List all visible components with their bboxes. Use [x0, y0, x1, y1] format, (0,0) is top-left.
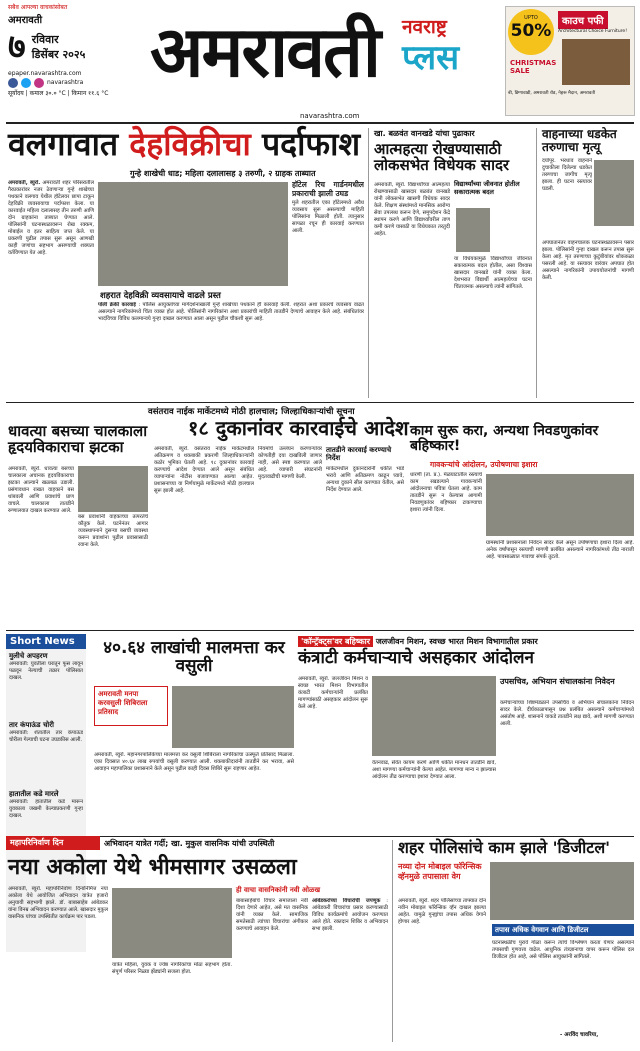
- lead-column-2: पोली क्रेकी कारवाई : पोलिस आयुक्तांच्या मार्गदर्शनाखाली गुन्हे शाखेच्या पथकाने ही कारवाई केली. शहरात अशा प्रकारचे व्यवसाय वाढत असल्याने नागरिकांमध्ये चिंता व्यक्त होत आहे. पोलिसांनी नागरिकांना अशा प्रकारांची माहिती तातडीने देण्याचे आवाहन केले आहे. संबंधितांवर भादंविच्या विविध कलमान्वये गुन्हा दाखल करण्यात आला असून पुढील चौकशी सुरू आहे.: [98, 302, 364, 322]
- brand-navarashtra: नवराष्ट्र: [402, 16, 447, 38]
- weather-line: सूर्योदय | कमाल ३०.० °C | किमान ११.६ °C: [8, 90, 109, 97]
- story9-headline: शहर पोलिसांचे काम झाले 'डिजीटल': [398, 838, 611, 857]
- story2-kicker: खा. बळवंत वानखडे यांचा पुढाकार: [374, 129, 475, 138]
- lead-photo: [98, 182, 288, 286]
- mahaparinirvan-column-1: अमरावती, ब्युरो. महापरिनिर्वाण दिनानिमित्त नया अकोला येथे आयोजित अभिवादन यात्रेत हजारो अनुयायी सहभागी झाले. डॉ. बाबासाहेब आंबेडकर यांना विनम्र अभिवादन करण्यात आले. खासदार मुकुल वासनिक यांच्या उपस्थितीत कार्यक्रम पार पडला.: [8, 886, 108, 920]
- story4-headline: १८ दुकानांवर कारवाईचे आदेश: [188, 416, 409, 440]
- short-news-body-1: अमरावती: युवतीला घरातून फूस लावून पळवून नेल्याची तक्रार पोलिसात दाखल.: [9, 661, 83, 681]
- story4-kicker: वसंतराव नाईक मार्केटमध्ये मोठी हालचाल; जिल्हाधिकाऱ्यांची सूचना: [148, 407, 355, 417]
- story5-column-1: अमरावती, ब्युरो. धावत्या बसच्या चालकाला अचानक हृदयविकाराचा झटका आल्याने खळबळ उडाली. प्रसंगावधान राखत वाहकाने बस थांबवली आणि प्रवाशांचे प्राण वाचले. चालकाला तातडीने रुग्णालयात दाखल करण्यात आले.: [8, 466, 74, 514]
- quote-author: - अरविंद चावरिया,: [560, 1032, 599, 1038]
- furniture-ad[interactable]: [505, 6, 635, 116]
- story4-column-1: अमरावती, ब्युरो. वसंतराव नाईक मार्केटमधील अतिक्रमण व थकबाकी प्रकरणी जिल्हाधिकाऱ्यांनी कठोर भूमिका घेतली आहे. १८ दुकानांवर कारवाई करण्याचे आदेश देण्यात आले असून संबंधित व्यापाऱ्यांना नोटीस बजावण्यात आल्या आहेत. प्रशासनाच्या या निर्णयामुळे मार्केटमध्ये मोठी हालचाल सुरू झाली आहे.: [154, 446, 254, 494]
- story8-column-2: वेतनवाढ, सेवेत कायम करणे आणि थकीत मानधन तातडीने द्यावे, अशा मागण्या कर्मचाऱ्यांनी केल्या आहेत. मागण्या मान्य न झाल्यास आंदोलन तीव्र करण्याचा इशारा देण्यात आला.: [372, 760, 496, 780]
- weekday: रविवार: [31, 33, 59, 46]
- lead-column-1: अमरावती, ब्युरो. अमरावती शहर परिसरातील गैरप्रकारांवर नजर ठेवणाऱ्या गुन्हे शाखेच्या पथकाने वलगाव येथील हॉटेलवर छापा टाकून देहविक्री व्यवसायाचा पर्दाफाश केला. या कारवाईत महिला दलालासह तीन तरुणी आणि दोन ग्राहकांना ताब्यात घेण्यात आले. पोलिसांनी घटनास्थळावरून रोख रक्कम, मोबाईल व इतर साहित्य जप्त केले. या प्रकरणी पुढील तपास सुरू असून आणखी काही जणांचा सहभाग असण्याची शक्यता वर्तविण्यात येत आहे.: [8, 180, 94, 256]
- story7-column: अमरावती, ब्युरो. महानगरपालिकेच्या मालमत्ता कर वसुली शिबिराला नागरिकांचा उत्स्फूर्त प्रतिसाद मिळाला. एका दिवसात ४०.६४ लाख रुपयांची वसुली करण्यात आली. थकबाकीदारांनी तातडीने कर भरावा, असे आवाहन महापालिका प्रशासनाने केले असून पुढील काही दिवस शिबिरे सुरू राहणार आहेत.: [94, 752, 294, 772]
- story7-headline: ४०.६४ लाखांची मालमत्ता कर वसुली: [103, 638, 285, 676]
- mahaparinirvan-column-4: आंबेडकरांच्या विचारांची जपणूक : आंबेडकरी विचारांचा प्रसार करण्यासाठी विविध कार्यक्रमांचे आयोजन करण्यात आले होते. रक्तदान शिबिर व अभिवादन सभा झाली.: [312, 898, 388, 932]
- day-number: ७: [8, 27, 26, 67]
- instagram-icon: [34, 78, 44, 88]
- story8-side-title: उपसचिव, अभियान संचालकांना निवेदन: [500, 677, 615, 686]
- story2-headline: आत्महत्या रोखण्यासाठी लोकसभेत विधेयक सादर: [374, 140, 510, 174]
- tax-camp-photo: [172, 686, 294, 748]
- mahaparinirvan-headline: नया अकोला येथे भीमसागर उसळला: [8, 855, 297, 880]
- story6-column-1: धारणी (ता. प्र.). मेळघाटातील रस्त्याचे काम रखडल्याने गावकऱ्यांनी आंदोलनाचा पवित्रा घेतला आहे. काम तातडीने सुरू न केल्यास आगामी निवडणुकांवर बहिष्कार टाकण्याचा इशारा त्यांनी दिला.: [410, 472, 482, 513]
- mahaparinirvan-column-3: बाबासाहेबांचे विचार समाजाला नवी दिशा देणारे आहेत, असे मत वासनिक यांनी व्यक्त केले. सामाजिक समतेसाठी त्यांच्या विचारांचा अंगीकार करण्याचे आवाहन केले.: [236, 898, 308, 932]
- bus-photo: [78, 466, 148, 512]
- social-handle: navarashtra: [47, 79, 84, 86]
- mp-portrait: [456, 208, 490, 252]
- lead-headline: वलगावात देहविक्रीचा पर्दाफाश: [8, 125, 361, 163]
- mahaparinirvan-column-2: यात्रेत महिला, युवक व ज्येष्ठ नागरिकांचा मोठा सहभाग होता. संपूर्ण परिसर निळ्या झेंड्यांनी सजला होता.: [112, 962, 232, 975]
- accident-photo: [594, 160, 634, 226]
- sale-label: CHRISTMAS SALE: [510, 59, 557, 75]
- discount-badge: UPTO 50%: [508, 9, 554, 55]
- story6-column-2: ग्रामस्थांनी प्रशासनाला निवेदन सादर केले असून उपोषणाचा इशारा दिला आहे. अनेक वर्षांपासून रस्त्याची मागणी प्रलंबित असल्याने नागरिकांमध्ये तीव्र नाराजी आहे. पावसाळ्यात गावाचा संपर्क तुटतो.: [486, 540, 634, 560]
- mahaparinirvan-kicker: अभिवादन यात्रेत गर्दी; खा. मुकुल वासनिक यांची उपस्थिती: [104, 839, 275, 848]
- short-news-head-3: हातातील कडे मारले: [9, 790, 59, 798]
- rally-photo: [112, 888, 232, 958]
- story8-kicker-line: 'कॉन्ट्रॅक्ट्स'वर बहिष्कार जलजीवन मिशन, स्वच्छ भारत मिशन विभागातील प्रकार: [298, 636, 634, 647]
- story4-column-3: मार्केटमधील दुकानदारांनी थकीत भाडे भरावे आणि अतिक्रमण काढून घ्यावे, अन्यथा दुकाने सील करण्यात येतील, असे निर्देश देण्यात आले.: [326, 466, 404, 493]
- story5-headline: धावत्या बसच्या चालकाला हृदयविकाराचा झटका: [8, 422, 148, 456]
- ad-address: बी, डिग्गावाडी, अमरावती रोड, नेहरू मैदान, अमरावती: [508, 91, 596, 96]
- short-news-body-3: अमरावती: हातातील कडे मारून युवकाला जखमी केल्याप्रकरणी गुन्हा दाखल.: [9, 799, 83, 819]
- lead-side-title: हॉटेल रिच गार्डनमधील प्रकाराची झाली उघड: [292, 180, 364, 198]
- story9-subhead: तपास अधिक वेगवान आणि डिजीटल: [492, 924, 634, 936]
- short-news-head-2: तार कंपाऊंड चोरी: [9, 721, 54, 729]
- masthead-date-block: [8, 4, 153, 100]
- story4-column-2: नियमांचे उल्लंघन करणाऱ्यांवर कोणतीही दया दाखविली जाणार नाही, असे स्पष्ट करण्यात आले आहे. व्यापारी संघटनांनी मुदतवाढीची मागणी केली.: [258, 446, 322, 480]
- short-news-body-2: अमरावती: शेतातील तार कंपाऊंड चोरीला गेल्याची घटना उघडकीस आली.: [9, 730, 83, 743]
- brand-title: अमरावती: [150, 10, 380, 93]
- story4-side-title: तातडीने कारवाई करण्याचे निर्देश: [326, 446, 392, 462]
- story8-column-1: अमरावती, ब्युरो. जलजीवन मिशन व स्वच्छ भारत मिशन विभागातील कंत्राटी कर्मचाऱ्यांनी प्रलंबित मागण्यांसाठी असहकार आंदोलन सुरू केले आहे.: [298, 676, 368, 710]
- story8-column-3: कर्मचाऱ्यांच्या शिष्टमंडळाने उपसचिव व अभियान संचालकांना निवेदन सादर केले. दीर्घकाळापासून प्रश्न प्रलंबित असल्याने कर्मचाऱ्यांमध्ये असंतोष आहे. शासनाने याकडे तातडीने लक्ष द्यावे, अशी मागणी करण्यात आली.: [500, 700, 634, 727]
- story7-box: अमरावती मनपा करवसुली शिबिराला प्रतिसाद: [94, 686, 168, 726]
- ad-brand: काउच पफी: [558, 11, 608, 29]
- website-url[interactable]: navarashtra.com: [300, 112, 360, 120]
- story6-subhead: गावकऱ्यांचे आंदोलन, उपोषणाचा इशारा: [430, 460, 538, 469]
- ad-brand-sub: Architectural Choice Furniture!: [558, 29, 627, 34]
- edition-city: अमरावती: [8, 15, 43, 26]
- twitter-icon: [21, 78, 31, 88]
- brand-plus: प्लस: [402, 38, 460, 78]
- story6-headline: काम सुरू करा, अन्यथा निवडणुकांवर बहिष्कार!: [410, 423, 599, 454]
- masthead-divider: [6, 122, 634, 124]
- mahaparinirvan-side: ही वाचा वासनिकांनी नवी ओळख: [236, 886, 321, 894]
- epaper-url[interactable]: epaper.navarashtra.com: [8, 70, 82, 77]
- lead-photo-caption: शहरात देहविक्री व्यवसायाचे वाढले प्रस्त: [100, 291, 221, 301]
- story9-side-title: नव्या दोन मोबाइल फॉरेन्सिक व्हॅनमुळे तपासाला वेग: [398, 862, 482, 881]
- protest-photo: [372, 676, 496, 756]
- short-news-title: Short News: [6, 634, 86, 649]
- lead-side-column: हॉटेल रिच गार्डनमधील प्रकाराची झाली उघड मुले शहरातील एका हॉटेलमध्ये अवैध व्यवसाय सुरू असल्याची माहिती पोलिसांना मिळाली होती. त्यानुसार सापळा रचून ही कारवाई करण्यात आली.: [292, 180, 364, 234]
- story3-headline: वाहनाच्या धडकेत तरुणाचा मृत्यू: [542, 127, 617, 154]
- facebook-icon: [8, 78, 18, 88]
- short-news-head-1: मुलीचे अपहरण: [9, 652, 48, 660]
- story3-column-1: दर्यापूर. भरधाव वाहनाने दुचाकीला दिलेल्या धडकेत तरुणाचा जागीच मृत्यू झाला. ही घटना रस्त्यावर घडली.: [542, 158, 592, 192]
- month-year: डिसेंबर २०२५: [31, 48, 86, 61]
- story8-headline: कंत्राटी कर्मचाऱ्याचे असहकार आंदोलन: [298, 648, 534, 668]
- story2-column-2: या विधेयकामुळे विद्यार्थ्यांच्या जीवनात सकारात्मक बदल होतील, असा विश्वास खासदार वानखडे यांनी व्यक्त केला. देशभरात विद्यार्थी आत्महत्येच्या घटना चिंताजनक असल्याचे त्यांनी सांगितले.: [454, 256, 532, 290]
- story3-column-2: अपघातानंतर वाहनचालक घटनास्थळावरून पसार झाला. पोलिसांनी गुन्हा दाखल करून तपास सुरू केला आहे. मृत तरुणाच्या कुटुंबीयांवर शोककळा पसरली आहे. या रस्त्यावर वारंवार अपघात होत असल्याने नागरिकांनी उपाययोजनांची मागणी केली.: [542, 240, 634, 281]
- discount-value: 50%: [510, 21, 552, 41]
- brand-plus-logo: [402, 16, 502, 96]
- villagers-photo: [486, 474, 634, 536]
- story2-column-1: अमरावती, ब्युरो. विद्यार्थ्यांच्या आत्महत्या रोखण्यासाठी खासदार बळवंत वानखडे यांनी लोकसभेत खासगी विधेयक सादर केले. शिक्षण संस्थांमध्ये मानसिक आरोग्य सेवा उपलब्ध करून देणे, समुपदेशन केंद्रे स्थापन करणे आणि विद्यार्थ्यांवरील ताण कमी करणे यासाठी या विधेयकात तरतुदी आहेत.: [374, 182, 450, 237]
- story9-column-1: अमरावती, ब्युरो. शहर पोलिसांच्या ताफ्यात दोन नवीन मोबाइल फॉरेन्सिक व्हॅन दाखल झाल्या आहेत. यामुळे गुन्ह्यांचा तपास अधिक वेगाने होणार आहे.: [398, 898, 486, 925]
- story5-column-2: बस प्रवाशांनी वाहकाच्या तत्परतेचे कौतुक केले. घटनेनंतर आगार व्यवस्थापनाने दुसऱ्या बसची व्यवस्था करून प्रवाशांना पुढील प्रवासासाठी रवाना केले.: [78, 514, 148, 548]
- story2-side-title: विद्यार्थ्यांच्या जीवनात होतील सकारात्मक बदल: [454, 180, 520, 196]
- mahaparinirvan-band: महापरिनिर्वाण दिन: [6, 836, 100, 850]
- sofa-image: [562, 39, 630, 85]
- lead-subhead: गुन्हे शाखेची धाड; महिला दलालासह ३ तरुणी, २ ग्राहक ताब्यात: [130, 169, 316, 178]
- story9-column-2: घटनास्थळीच पुरावे गोळा करून त्यांचे विश्लेषण करता येणार असल्याने तपासाची गुणवत्ता वाढेल. आधुनिक तंत्रज्ञानाचा वापर करून पोलिस दल डिजीटल होत आहे, असे पोलिस आयुक्तांनी सांगितले.: [492, 940, 634, 960]
- tagline: सबैव आपल्या वाचकांसोबत: [8, 4, 68, 11]
- forensic-van-photo: [490, 862, 634, 920]
